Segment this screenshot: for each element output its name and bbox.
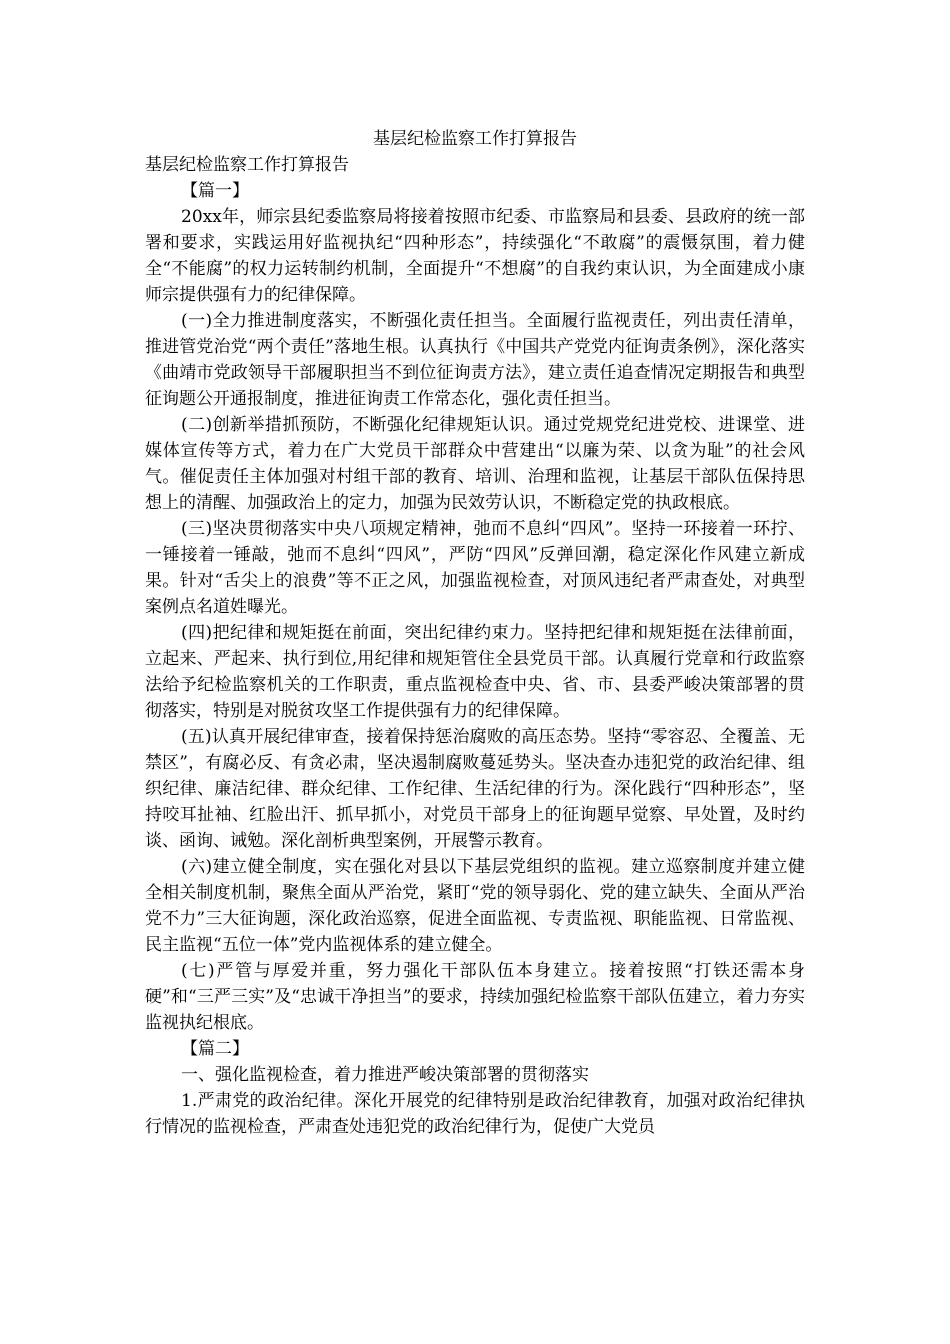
paragraph: (五)认真开展纪律审查，接着保持惩治腐败的高压态势。坚持“零容忍、全覆盖、无禁区”，有腐必反、有贪必肃，坚决遏制腐败蔓延势头。坚决查办违犯党的政治纪律、组织纪律、廉洁纪律、群众纪律、工作纪律、生活纪律的行为。深化践行“四种形态”，坚持咬耳扯袖、红脸出汗、抓早抓小，对党员干部身上的征询题早觉察、早处置，及时约谈、函询、诫勉。深化剖析典型案例，开展警示教育。 [145, 727, 805, 851]
document-page [145, 126, 805, 1140]
section-heading-2: 【篇二】 [181, 1039, 249, 1059]
paragraph: 一、强化监视检查，着力推进严峻决策部署的贯彻落实 [181, 1065, 589, 1085]
document-subtitle: 基层纪检监察工作打算报告 [145, 155, 349, 175]
paragraph: (四)把纪律和规矩挺在前面，突出纪律约束力。坚持把纪律和规矩挺在法律前面，立起来、严起来、执行到位,用纪律和规矩管住全县党员干部。认真履行党章和行政监察法给予纪检监察机关的工作职责，重点监视检查中央、省、市、县委严峻决策部署的贯彻落实，特别是对脱贫攻坚工作提供强有力的纪律保障。 [145, 623, 805, 721]
paragraph: (三)坚决贯彻落实中央八项规定精神，弛而不息纠“四风”。坚持一环接着一环拧、一锤接着一锤敲，弛而不息纠“四风”，严防“四风”反弹回潮，稳定深化作风建立新成果。针对“舌尖上的浪费”等不正之风，加强监视检查，对顶风违纪者严肃查处，对典型案例点名道姓曝光。 [145, 519, 805, 617]
paragraph: 20xx年，师宗县纪委监察局将接着按照市纪委、市监察局和县委、县政府的统一部署和要求，实践运用好监视执纪“四种形态”，持续强化“不敢腐”的震慑氛围，着力健全“不能腐”的权力运转制约机制，全面提升“不想腐”的自我约束认识，为全面建成小康师宗提供强有力的纪律保障。 [145, 207, 805, 305]
paragraph: 1.严肃党的政治纪律。深化开展党的纪律特别是政治纪律教育，加强对政治纪律执行情况的监视检查，严肃查处违犯党的政治纪律行为，促使广大党员 [145, 1091, 805, 1137]
paragraph: (一)全力推进制度落实，不断强化责任担当。全面履行监视责任，列出责任清单，推进管党治党“两个责任”落地生根。认真执行《中国共产党党内征询责条例》，深化落实《曲靖市党政领导干部履职担当不到位征询责方法》，建立责任追查情况定期报告和典型征询题公开通报制度，推进征询责工作常态化，强化责任担当。 [145, 311, 805, 409]
paragraph: (六)建立健全制度，实在强化对县以下基层党组织的监视。建立巡察制度并建立健全相关制度机制，聚焦全面从严治党，紧盯“党的领导弱化、党的建立缺失、全面从严治党不力”三大征询题，深化政治巡察，促进全面监视、专责监视、职能监视、日常监视、民主监视“五位一体”党内监视体系的建立健全。 [145, 857, 805, 955]
paragraph: (二)创新举措抓预防，不断强化纪律规矩认识。通过党规党纪进党校、进课堂、进媒体宣传等方式，着力在广大党员干部群众中营建出“以廉为荣、以贪为耻”的社会风气。催促责任主体加强对村组干部的教育、培训、治理和监视，让基层干部队伍保持思想上的清醒、加强政治上的定力，加强为民效劳认识，不断稳定党的执政根底。 [145, 415, 805, 513]
section-heading-1: 【篇一】 [181, 181, 249, 201]
paragraph: (七)严管与厚爱并重，努力强化干部队伍本身建立。接着按照“打铁还需本身硬”和“三严三实”及“忠诚干净担当”的要求，持续加强纪检监察干部队伍建立，着力夯实监视执纪根底。 [145, 961, 805, 1033]
document-title: 基层纪检监察工作打算报告 [373, 129, 577, 149]
